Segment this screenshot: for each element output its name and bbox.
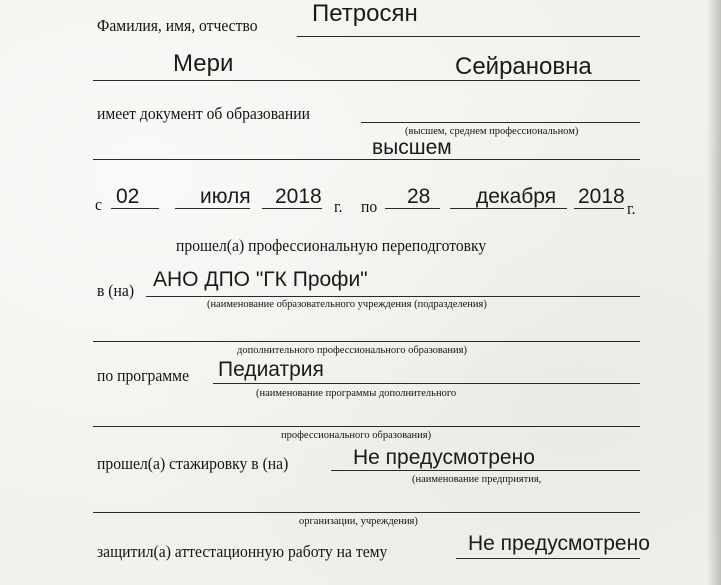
year-abbr-1: г. <box>334 197 343 216</box>
start-month-value: июля <box>200 185 251 208</box>
end-day-underline <box>385 208 440 209</box>
program-value: Педиатрия <box>218 358 324 381</box>
institution-extra-underline <box>93 341 640 342</box>
internship-label: прошел(а) стажировку в (на) <box>97 454 289 473</box>
internship-value: Не предусмотрено <box>353 446 535 469</box>
patronymic-value: Сейрановна <box>455 53 592 80</box>
thesis-value: Не предусмотрено <box>468 532 650 555</box>
program-extra-underline <box>93 426 640 427</box>
institution-caption: (наименование образовательного учреждения (подразделения) <box>207 299 487 310</box>
education-caption: (высшем, среднем профессиональном) <box>405 126 579 137</box>
dpo-caption: дополнительного профессионального образования) <box>237 345 467 356</box>
end-month-value: декабря <box>476 185 557 208</box>
in-label: в (на) <box>97 281 135 300</box>
internship-extra-underline <box>93 512 640 513</box>
education-value-underline <box>93 159 640 160</box>
start-month-underline <box>175 208 250 209</box>
program-label: по программе <box>97 366 190 385</box>
prof-edu-caption: профессионального образования) <box>281 430 432 441</box>
education-doc-underline <box>361 122 640 123</box>
org-caption: организации, учреждения) <box>299 516 418 527</box>
program-caption: (наименование программы дополнительного <box>256 388 457 399</box>
name-underline <box>93 80 640 81</box>
thesis-label: защитил(а) аттестационную работу на тему <box>97 542 388 561</box>
internship-underline <box>331 470 640 471</box>
surname-underline <box>297 36 640 37</box>
end-year-value: 2018 <box>578 185 625 208</box>
education-doc-label: имеет документ об образовании <box>97 104 310 123</box>
start-year-underline <box>262 208 322 209</box>
to-label: по <box>361 197 378 216</box>
start-day-value: 02 <box>116 185 140 208</box>
surname-value: Петросян <box>312 0 418 27</box>
thesis-underline <box>456 558 640 559</box>
start-day-underline <box>111 208 159 209</box>
end-year-underline <box>574 208 624 209</box>
institution-value: АНО ДПО "ГК Профи" <box>153 268 368 291</box>
internship-caption: (наименование предприятия, <box>412 474 542 485</box>
education-value: высшем <box>372 136 452 159</box>
retraining-label: прошел(а) профессиональную переподготовку <box>176 236 487 255</box>
from-prefix: с <box>95 195 102 214</box>
institution-underline <box>146 296 640 297</box>
program-underline <box>213 383 640 384</box>
fio-label: Фамилия, имя, отчество <box>97 16 258 35</box>
start-year-value: 2018 <box>275 185 322 208</box>
page-edge-shadow <box>707 0 721 585</box>
end-day-value: 28 <box>407 185 431 208</box>
first-name-value: Мери <box>173 50 234 77</box>
end-month-underline <box>450 208 567 209</box>
year-abbr-2: г. <box>627 199 636 218</box>
